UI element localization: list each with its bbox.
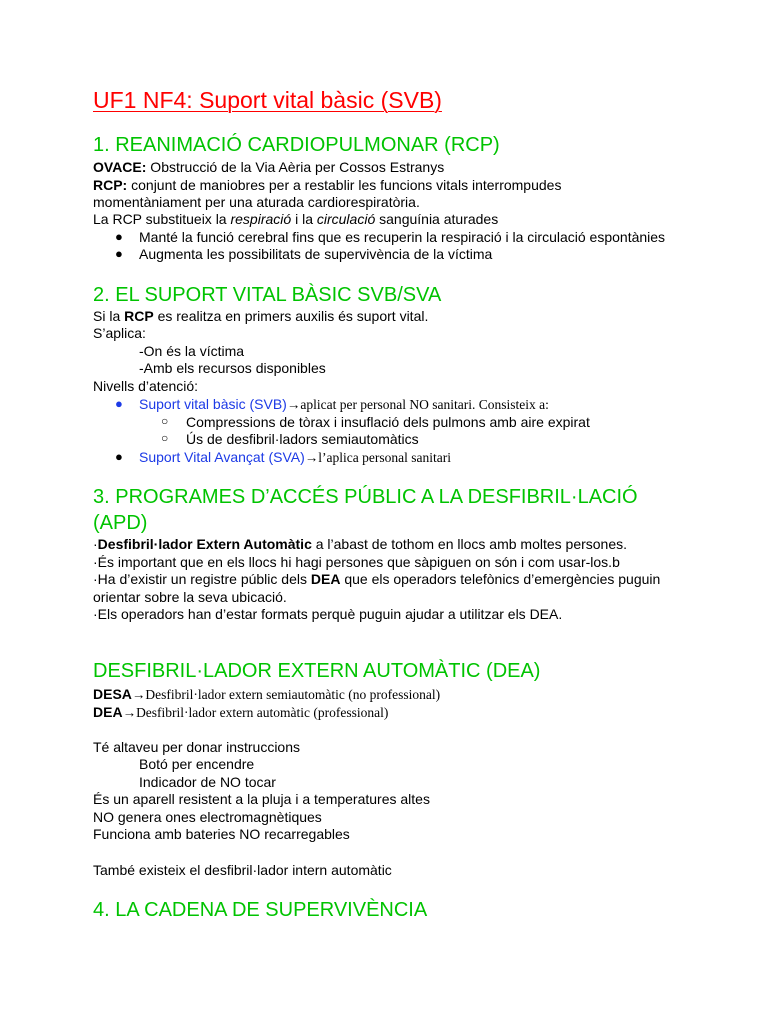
ovace-text: Obstrucció de la Via Aèria per Cossos Estranys <box>146 159 445 175</box>
rcp-line <box>93 177 561 194</box>
bullet-icon: ● <box>115 229 123 244</box>
line-part: · <box>93 536 98 552</box>
section-1-heading: 1. REANIMACIÓ CARDIOPULMONAR (RCP) <box>93 134 500 156</box>
ovace-label: OVACE: <box>93 159 147 175</box>
line-part: ·Ha d’existir un registre públic dels <box>93 571 311 587</box>
section-3-heading-line-2: (APD) <box>93 512 148 534</box>
nivells-label: Nivells d’atenció: <box>93 378 199 394</box>
dea-heading: DESFIBRIL·LADOR EXTERN AUTOMÀTIC (DEA) <box>93 660 541 682</box>
rcp-text: conjunt de maniobres per a restablir les funcions vitals interrompudes <box>127 177 562 193</box>
text-line: És un aparell resistent a la pluja i a temperatures altes <box>93 791 430 807</box>
line-part: a l’abast de tothom en llocs amb moltes persones. <box>311 536 628 552</box>
sva-text: →l’aplica personal sanitari <box>304 450 451 465</box>
text-line: ·Els operadors han d’estar formats perquè puguin ajudar a utilitzar els DEA. <box>93 606 563 622</box>
subst-part-e: sanguínia aturades <box>375 211 499 227</box>
sva-label: Suport Vital Avançat (SVA) <box>139 449 305 465</box>
rcp-suport-line <box>93 308 428 325</box>
desa-text: →Desfibril·lador extern semiautomàtic (no professional) <box>131 687 441 702</box>
desa-label: DESA <box>93 686 132 702</box>
indent-item: Indicador de NO tocar <box>139 774 276 790</box>
circle-bullet-icon: ○ <box>161 414 169 428</box>
svb-label: Suport vital bàsic (SVB) <box>139 396 287 412</box>
dea-text: →Desfibril·lador extern automàtic (professional) <box>122 705 389 720</box>
svb-line <box>139 396 549 413</box>
aplica-item: -Amb els recursos disponibles <box>139 360 326 376</box>
line-part: Si la <box>93 308 125 324</box>
desa-line <box>93 686 440 703</box>
line-part: es realitza en primers auxilis és suport vital. <box>153 308 429 324</box>
dea-def-line <box>93 704 388 721</box>
svb-item: Ús de desfibril·ladors semiautomàtics <box>186 431 419 447</box>
dea-bold: Desfibril·lador Extern Automàtic <box>97 536 312 552</box>
text-line: NO genera ones electromagnètiques <box>93 809 322 825</box>
rcp-line-2: momentàniament per una aturada cardiorespiratòria. <box>93 194 420 210</box>
aplica-label: S’aplica: <box>93 325 146 341</box>
circle-bullet-icon: ○ <box>161 431 169 445</box>
rcp-bold: RCP <box>124 308 154 324</box>
bullet-icon: ● <box>115 449 123 464</box>
dea-label: DEA <box>93 704 123 720</box>
text-line: orientar sobre la seva ubicació. <box>93 589 287 605</box>
list-item: Augmenta les possibilitats de supervivència de la víctima <box>139 246 493 262</box>
registre-line <box>93 571 660 588</box>
text-line: Té altaveu per donar instruccions <box>93 739 300 755</box>
sva-line <box>139 449 451 466</box>
dea-bold: DEA <box>310 571 341 587</box>
line-part: que els operadors telefònics d’emergències puguin <box>340 571 661 587</box>
text-line: Funciona amb bateries NO recarregables <box>93 826 350 842</box>
aplica-item: -On és la víctima <box>139 343 245 359</box>
subst-circulacio: circulació <box>316 211 376 227</box>
indent-item: Botó per encendre <box>139 756 255 772</box>
text-line: ·És important que en els llocs hi hagi persones que sàpiguen on són i com usar-los.b <box>93 554 620 570</box>
substitueix-line <box>93 211 498 228</box>
svb-text: →aplicat per personal NO sanitari. Consisteix a: <box>286 397 549 412</box>
subst-part-a: La RCP substitueix la <box>93 211 231 227</box>
section-2-heading: 2. EL SUPORT VITAL BÀSIC SVB/SVA <box>93 284 442 306</box>
dea-line <box>93 536 627 553</box>
page-title: UF1 NF4: Suport vital bàsic (SVB) <box>93 87 442 113</box>
ovace-line <box>93 159 444 176</box>
subst-respiracio: respiració <box>230 211 292 227</box>
bullet-icon: ● <box>115 246 123 261</box>
subst-part-c: i la <box>291 211 317 227</box>
svb-item: Compressions de tòrax i insuflació dels pulmons amb aire expirat <box>186 414 590 430</box>
section-4-heading: 4. LA CADENA DE SUPERVIVÈNCIA <box>93 899 428 921</box>
list-item: Manté la funció cerebral fins que es recuperin la respiració i la circulació espontànies <box>139 229 666 245</box>
section-3-heading: 3. PROGRAMES D’ACCÉS PÚBLIC A LA DESFIBRIL·LACIÓ <box>93 486 638 508</box>
rcp-label: RCP: <box>93 177 128 193</box>
bullet-icon: ● <box>115 396 123 411</box>
text-line: També existeix el desfibril·lador intern automàtic <box>93 862 392 878</box>
